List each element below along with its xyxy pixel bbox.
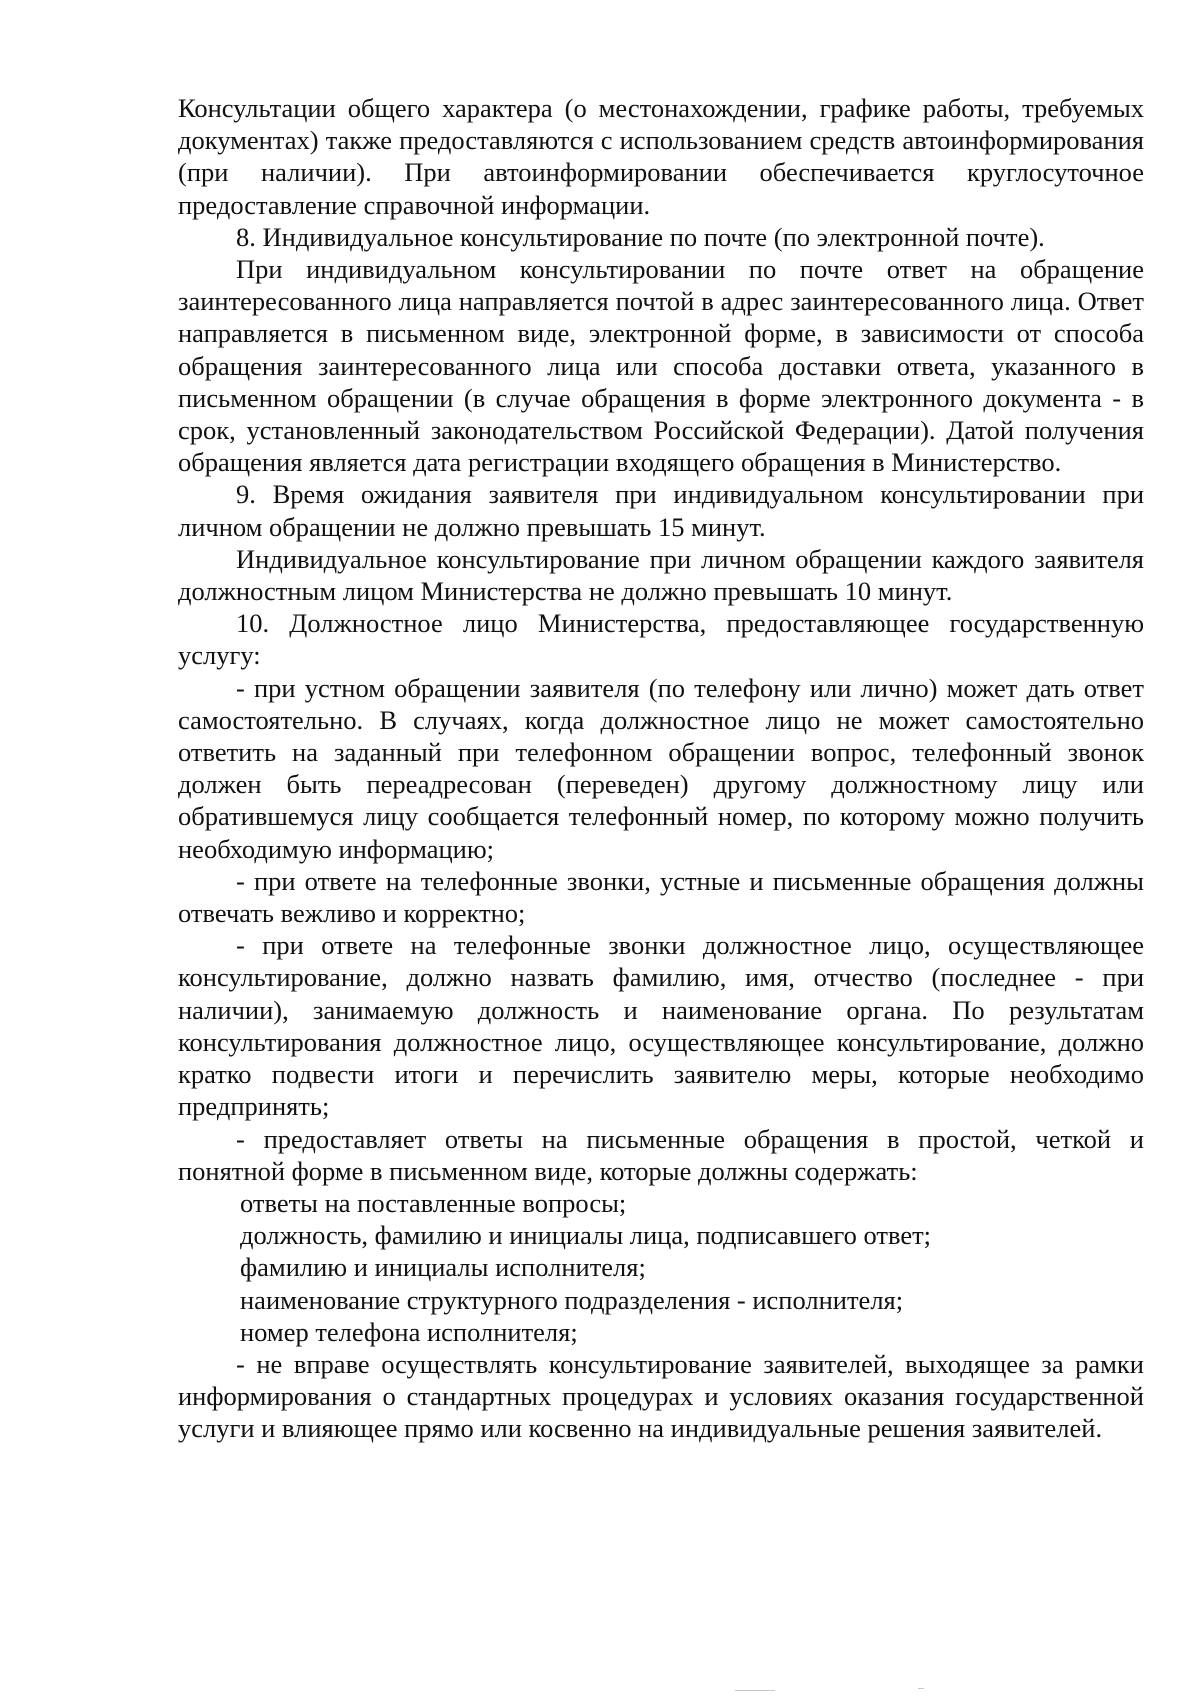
- list-item: должность, фамилию и инициалы лица, подписавшего ответ;: [240, 1220, 932, 1251]
- paragraph-oral-request: - при устном обращении заявителя (по телефону или лично) может дать ответ самостоятельно. В случаях, когда должностное лицо не может самостоятельно ответить на заданный при телефонном обращении вопрос, телефонный звонок должен быть переадресован (переведен) другому должностному лицу или обратившемуся лицу сообщается телефонный номер, по которому можно получить необходимую информацию;: [178, 672, 1144, 864]
- document-page: [178, 92, 1144, 1445]
- paragraph-phone-introduction: - при ответе на телефонные звонки должностное лицо, осуществляющее консультирование, должно назвать фамилию, имя, отчество (последнее - при наличии), занимаемую должность и наименование органа. По результатам консультирования должностное лицо, осуществляющее консультирование, должно кратко подвести итоги и перечислить заявителю меры, которые необходимо предпринять;: [178, 930, 1144, 1122]
- paragraph-restrictions: - не вправе осуществлять консультирование заявителей, выходящее за рамки информирования о стандартных процедурах и условиях оказания государственной услуги и влияющее прямо или косвенно на индивидуальные решения заявителей.: [178, 1348, 1144, 1444]
- paragraph-phone-courtesy: - при ответе на телефонные звонки, устные и письменные обращения должны отвечать вежливо и корректно;: [178, 865, 1144, 929]
- list-item: наименование структурного подразделения - исполнителя;: [240, 1284, 904, 1315]
- paragraph-email-consulting: При индивидуальном консультировании по почте ответ на обращение заинтересованного лица направляется почтой в адрес заинтересованного лица. Ответ направляется в письменном виде, электронной форме, в зависимости от способа обращения заинтересованного лица или способа доставки ответа, указанного в письменном обращении (в случае обращения в форме электронного документа - в срок, установленный законодательством Российской Федерации). Датой получения обращения является дата регистрации входящего обращения в Министерство.: [178, 254, 1144, 478]
- scan-artifact: [918, 1688, 924, 1689]
- paragraph-personal-consulting: Индивидуальное консультирование при личном обращении каждого заявителя должностным лицом Министерства не должно превышать 10 минут.: [178, 543, 1144, 607]
- list-item: номер телефона исполнителя;: [240, 1316, 578, 1347]
- paragraph-autoinforming: Консультации общего характера (о местонахождении, графике работы, требуемых документах) также предоставляются с использованием средств автоинформирования (при наличии). При автоинформировании обеспечивается круглосуточное предоставление справочной информации.: [178, 93, 1144, 220]
- paragraph-item-10: 10. Должностное лицо Министерства, предоставляющее государственную услугу:: [178, 608, 1144, 671]
- list-item: фамилию и инициалы исполнителя;: [240, 1252, 646, 1283]
- list-item: ответы на поставленные вопросы;: [240, 1187, 627, 1218]
- paragraph-written-answers: - предоставляет ответы на письменные обращения в простой, четкой и понятной форме в письменном виде, которые должны содержать:: [178, 1123, 1144, 1186]
- paragraph-item-9: 9. Время ожидания заявителя при индивидуальном консультировании при личном обращении не должно превышать 15 минут.: [178, 479, 1144, 542]
- paragraph-item-8: 8. Индивидуальное консультирование по почте (по электронной почте).: [236, 221, 1045, 252]
- scan-artifact: [735, 1690, 775, 1691]
